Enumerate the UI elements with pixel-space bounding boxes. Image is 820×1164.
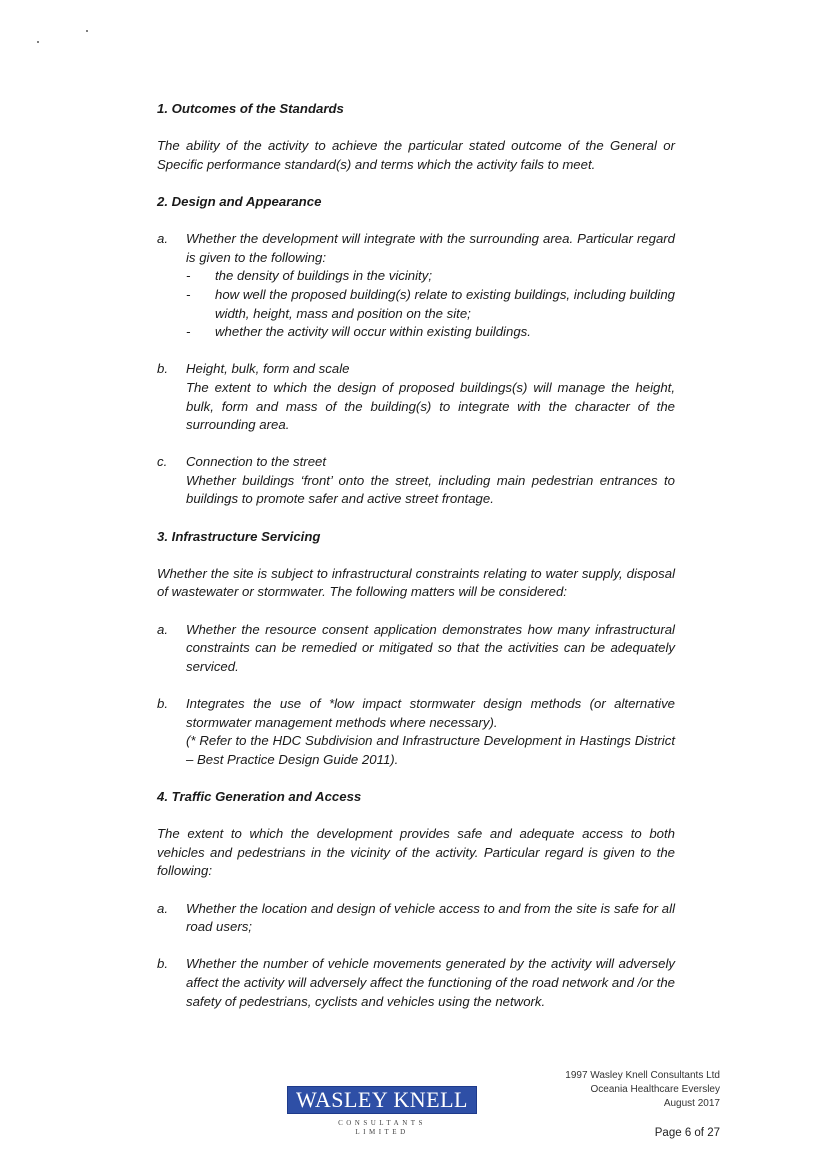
section-heading-traffic: 4. Traffic Generation and Access <box>157 788 362 804</box>
item-label: a. <box>157 621 168 637</box>
item-text: Integrates the use of *low impact stormwater design methods (or alternative stormwater management methods where necessary). <box>186 696 675 730</box>
scan-speck <box>37 41 39 43</box>
section-paragraph: The ability of the activity to achieve the particular stated outcome of the General or Specific performance standard(s) and terms which the activity fails to meet. <box>157 138 675 172</box>
item-label: a. <box>157 900 168 916</box>
item-text: Whether buildings ‘front’ onto the street, including main pedestrian entrances to buildings to promote safer and active street frontage. <box>186 472 675 507</box>
section-heading-outcomes: 1. Outcomes of the Standards <box>157 101 344 116</box>
footer-date: August 2017 <box>663 1098 720 1109</box>
list-item <box>157 453 675 509</box>
list-item <box>157 900 675 937</box>
section-heading-design: 2. Design and Appearance <box>157 193 322 209</box>
section-paragraph: Whether the site is subject to infrastructural constraints relating to water supply, disposal of wastewater or stormwater. The following matters will be considered: <box>157 565 675 600</box>
item-label: a. <box>157 231 168 247</box>
item-label: b. <box>157 361 168 377</box>
bullet-item: - the density of buildings in the vicinity; <box>186 268 432 284</box>
item-note: (* Refer to the HDC Subdivision and Infrastructure Development in Hastings District – Best Practice Design Guide 2011). <box>186 733 675 767</box>
footer-project: Oceania Healthcare Eversley <box>590 1084 720 1095</box>
section-heading-infrastructure: 3. Infrastructure Servicing <box>157 528 321 544</box>
footer-company: 1997 Wasley Knell Consultants Ltd <box>565 1070 720 1081</box>
item-text: Whether the resource consent application demonstrates how many infrastructural constraints can be remedied or mitigated so that the activities can be adequately serviced. <box>186 621 675 674</box>
list-item <box>157 695 675 769</box>
company-logo <box>287 1086 477 1136</box>
logo-subtitle: CONSULTANTS <box>338 1119 426 1127</box>
item-label: b. <box>157 956 168 972</box>
page-number: Page 6 of 27 <box>654 1127 720 1139</box>
bullet-item: - how well the proposed building(s) relate to existing buildings, including building width, height, mass and position on the site; <box>186 286 675 321</box>
logo-subtitle: LIMITED <box>355 1127 409 1136</box>
item-text: Whether the number of vehicle movements generated by the activity will adversely affect the activity will adversely affect the functioning of the road network and /or the safety of pedestrians, cyclists and vehicles using the network. <box>186 956 675 1009</box>
list-item <box>157 621 675 677</box>
scan-speck <box>86 30 88 32</box>
item-text: Whether the location and design of vehicle access to and from the site is safe for all road users; <box>186 900 675 935</box>
logo-wordmark: WASLEY KNELL <box>287 1086 477 1114</box>
item-text: Whether the development will integrate with the surrounding area. Particular regard is given to the following: <box>186 231 675 265</box>
section-paragraph: The extent to which the development provides safe and adequate access to both vehicles and pedestrians in the vicinity of the activity. Particular regard is given to the following: <box>157 826 675 879</box>
item-title: Height, bulk, form and scale <box>186 361 350 377</box>
list-item <box>157 360 675 434</box>
footer-info <box>460 1069 720 1111</box>
item-label: b. <box>157 696 168 711</box>
list-item <box>157 230 675 342</box>
list-item <box>157 955 675 1011</box>
document-body <box>157 100 675 1011</box>
item-title: Connection to the street <box>186 454 327 470</box>
item-label: c. <box>157 454 168 470</box>
item-text: The extent to which the design of proposed buildings(s) will manage the height, bulk, form and mass of the building(s) to integrate with the character of the surrounding area. <box>186 379 675 433</box>
bullet-item: - whether the activity will occur within existing buildings. <box>186 324 531 340</box>
